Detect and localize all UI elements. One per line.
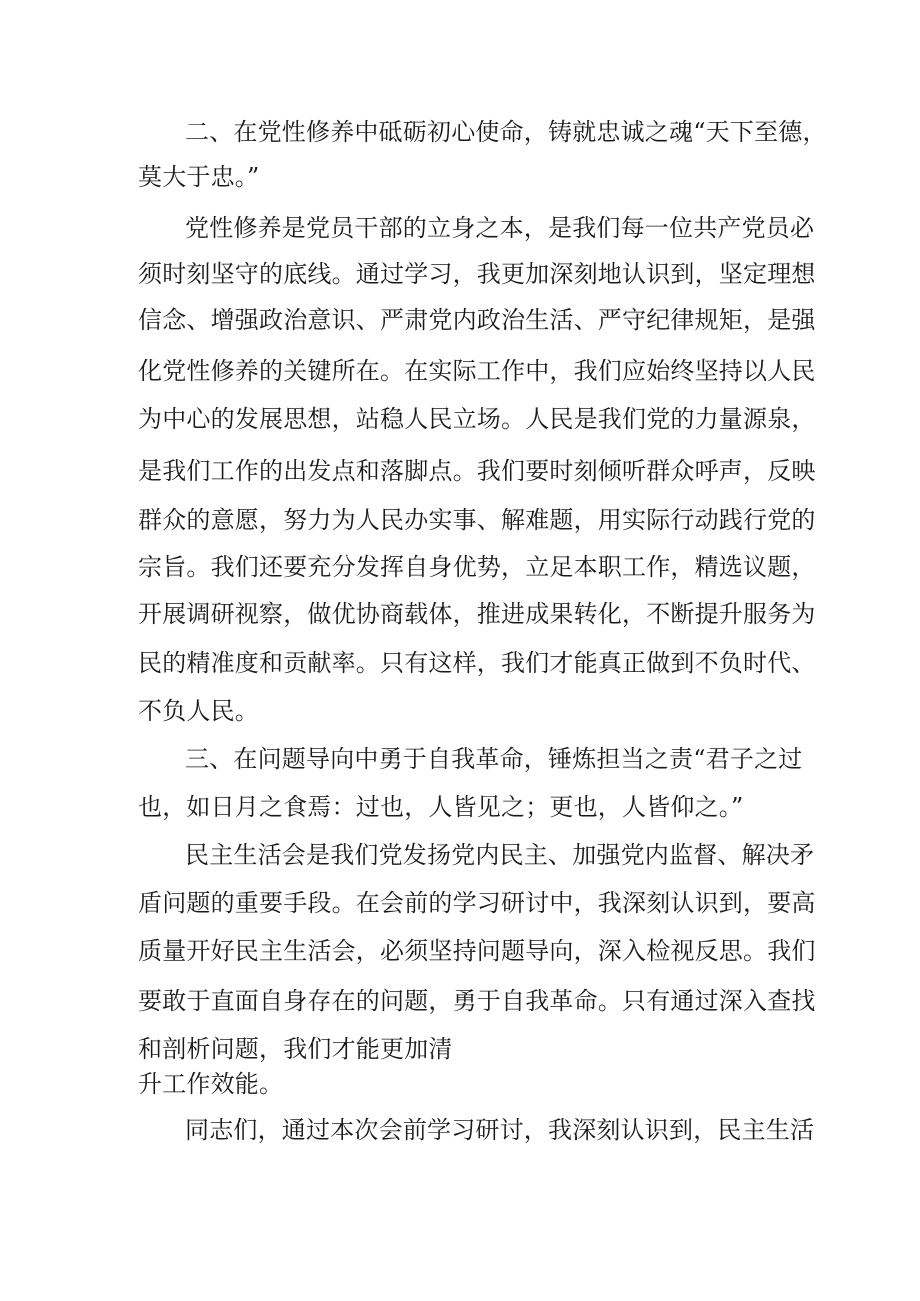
paragraph-line: 化党性修养的关键所在。在实际工作中，我们应始终坚持以人民 bbox=[138, 357, 816, 385]
paragraph-line: 是我们工作的出发点和落脚点。我们要时刻倾听群众呼声，反映 bbox=[138, 457, 816, 485]
section-heading-3-cont: 也，如日月之食焉：过也，人皆见之；更也，人皆仰之。” bbox=[138, 793, 744, 821]
paragraph-line: 信念、增强政治意识、严肃党内政治生活、严守纪律规矩，是强 bbox=[138, 306, 816, 334]
paragraph-line: 民主生活会是我们党发扬党内民主、加强党内监督、解决矛 bbox=[185, 841, 815, 869]
paragraph-line: 开展调研视察，做优协商载体，推进成果转化，不断提升服务为 bbox=[138, 600, 816, 628]
paragraph-line: 同志们，通过本次会前学习研讨，我深刻认识到，民主生活 bbox=[185, 1116, 815, 1144]
paragraph-line: 须时刻坚守的底线。通过学习，我更加深刻地认识到，坚定理想 bbox=[138, 260, 816, 288]
paragraph-line: 和剖析问题，我们才能更加清 bbox=[138, 1035, 453, 1063]
paragraph-line: 质量开好民主生活会，必须坚持问题导向，深入检视反思。我们 bbox=[138, 937, 816, 965]
paragraph-line: 党性修养是党员干部的立身之本，是我们每一位共产党员必 bbox=[185, 214, 815, 242]
section-heading-2: 二、在党性修养中砥砺初心使命，铸就忠诚之魂“天下至德， bbox=[185, 118, 827, 146]
paragraph-line: 群众的意愿，努力为人民办实事、解难题，用实际行动践行党的 bbox=[138, 506, 816, 534]
paragraph-line: 宗旨。我们还要充分发挥自身优势，立足本职工作，精选议题， bbox=[138, 553, 816, 581]
paragraph-line: 要敢于直面自身存在的问题，勇于自我革命。只有通过深入查找 bbox=[138, 987, 816, 1015]
paragraph-line: 盾问题的重要手段。在会前的学习研讨中，我深刻认识到，要高 bbox=[138, 889, 816, 917]
paragraph-line: 民的精准度和贡献率。只有这样，我们才能真正做到不负时代、 bbox=[138, 649, 816, 677]
section-heading-3: 三、在问题导向中勇于自我革命，锤炼担当之责“君子之过 bbox=[185, 745, 803, 773]
paragraph-line: 为中心的发展思想，站稳人民立场。人民是我们党的力量源泉， bbox=[138, 405, 816, 433]
section-heading-2-cont: 莫大于忠。” bbox=[138, 163, 260, 191]
paragraph-line: 升工作效能。 bbox=[138, 1070, 284, 1098]
paragraph-line: 不负人民。 bbox=[138, 697, 259, 725]
